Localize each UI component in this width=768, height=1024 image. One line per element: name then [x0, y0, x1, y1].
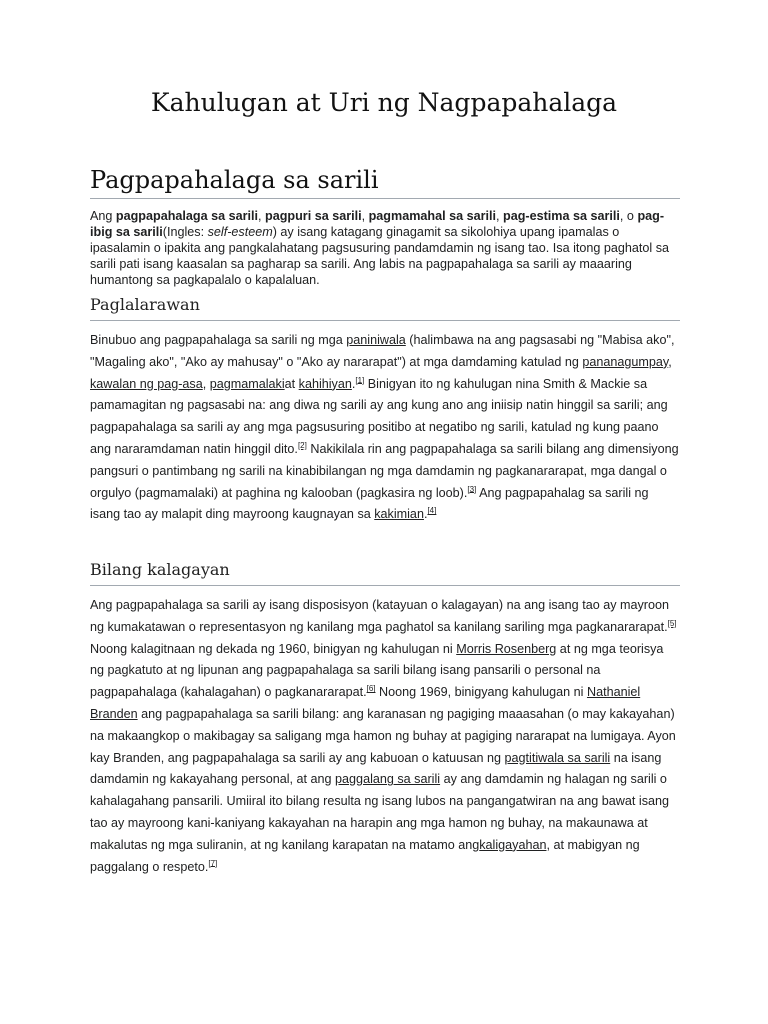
footnote-ref-link[interactable]: [2]	[297, 440, 307, 450]
article-link[interactable]: kawalan ng pag-asa	[90, 376, 203, 391]
bold-term: pag-ibig sa sarili	[90, 209, 665, 239]
section-paglalarawan	[90, 294, 680, 526]
section-heading: Pagpapahalaga sa sarili	[90, 164, 680, 199]
italic-term: self-esteem	[207, 225, 273, 239]
article-link[interactable]: kahihiyan	[298, 376, 352, 391]
paglalarawan-paragraph: Binubuo ang pagpapahalaga sa sarili ng mga paniniwala (halimbawa na ang pagsasabi ng "Mabisa ako", "Magaling ako", "Ako ay mahusay" o "Ako ay nararapat") at mga damdaming katulad ng pananagumpay, kawalan ng pag-asa, pagmamalakiat kahihiyan.[1] Binigyan ito ng kahulugan nina Smith & Mackie sa pamamagitan ng pagsasabi na: ang diwa ng sarili ay ang kung ano ang iniisip natin hinggil sa sarili; ang pagpapahalaga sa sarili ay ang mga pagsusuring positibo at negatibo ng sarili, katulad ng kung paano ang nararamdaman natin hinggil dito.[2] Nakikilala rin ang pagpapahalaga sa sarili bilang ang dimensiyong pangsuri o pantimbang ng sarili na kinabibilangan ng mga damdamin ng pagkanararapat, mga dangal o orgulyo (pagmamalaki) at paghina ng kalooban (pagkasira ng loob).[3] Ang pagpapahalag sa sarili ng isang tao ay malapit ding mayroong kaugnayan sa kakimian.[4]	[90, 333, 679, 522]
subsection-heading: Paglalarawan	[90, 294, 680, 321]
article-link[interactable]: paniniwala	[346, 333, 406, 347]
article-link[interactable]: Morris Rosenberg	[456, 641, 557, 656]
bilang-kalagayan-paragraph: Ang pagpapahalaga sa sarili ay isang disposisyon (katayuan o kalagayan) na ang isang tao ay mayroon ng kumakatawan o representasyon ng kanilang mga paghatol sa kanilang sariling mga pagkanararapat.[5] Noong kalagitnaan ng dekada ng 1960, binigyan ng kahulugan ni Morris Rosenberg at ng mga teorisya ng pagkatuto at ng lipunan ang pagpapahalaga sa sarili bilang isang pansarili o personal na pagpapahalaga (kahalagahan) o pagkanararapat.[6] Noong 1969, binigyang kahulugan ni Nathaniel Branden ang pagpapahalaga sa sarili bilang: ang karanasan ng pagiging maaasahan (o may kakayahan) na makaangkop o makibagay sa saligang mga hamon ng buhay at pagiging nararapat na lumigaya. Ayon kay Branden, ang pagpapahalaga sa sarili ay ang kabuoan o katuusan ng pagtitiwala sa sarili na isang damdamin ng kakayahang personal, at ang paggalang sa sarili ay ang damdamin ng halagan ng sarili o kahalagahang pansarili. Umiiral ito bilang resulta ng isang lubos na pangangatwiran na ang bawat isang tao ay mayroong kani-kaniyang kakayahan na harapin ang mga hamon ng buhay, na makaunawa at makalutas ng mga suliranin, at ng kanilang karapatan na matamo angkaligayahan, at mabigyan ng paggalang o respeto.[7]	[90, 598, 677, 874]
article-link[interactable]: paggalang sa sarili	[335, 772, 441, 787]
article-link[interactable]: pagtitiwala sa sarili	[504, 750, 611, 765]
article-link[interactable]: kakimian	[374, 507, 424, 522]
footnote-ref	[208, 858, 217, 867]
footnote-ref	[467, 484, 476, 493]
bold-term: pagpuri sa sarili	[265, 209, 362, 223]
subsection-heading: Bilang kalagayan	[90, 559, 680, 586]
bold-term: pag-estima sa sarili	[503, 209, 620, 223]
footnote-ref-link[interactable]: [3]	[467, 484, 477, 494]
section-bilang-kalagayan	[90, 559, 680, 878]
intro-paragraph: Ang pagpapahalaga sa sarili, pagpuri sa sarili, pagmamahal sa sarili, pag-estima sa sarili, o pag-ibig sa sarili(Ingles: self-esteem) ay isang katagang ginagamit sa sikolohiya upang ipamalas o ipasalamin o ipakita ang pangkalahatang pagsusuring pandamdamin ng isang tao. Isa itong paghatol sa sarili pati isang kaasalan sa pagharap sa sarili. Ang labis na pagpapahalaga sa sarili ay maaaring humantong sa pagkapalalo o kapalaluan.	[90, 209, 670, 287]
footnote-ref-link[interactable]: [6]	[366, 684, 376, 693]
article-link[interactable]: pagmamalaki	[209, 376, 285, 391]
footnote-ref	[298, 441, 307, 450]
footnote-ref-link[interactable]: [5]	[667, 618, 677, 628]
article-link[interactable]: Nathaniel Branden	[90, 685, 641, 721]
footnote-ref-link[interactable]: [7]	[208, 858, 218, 868]
article-link[interactable]: pananagumpay	[582, 354, 669, 369]
footnote-ref-link[interactable]: [4]	[427, 506, 437, 516]
main-section	[90, 164, 680, 288]
footnote-ref	[355, 375, 364, 384]
footnote-ref-link[interactable]: [1]	[355, 375, 365, 385]
footnote-ref	[367, 684, 376, 693]
page-title: Kahulugan at Uri ng Nagpapahalaga	[150, 88, 618, 117]
article-link[interactable]: kaligayahan	[479, 837, 547, 852]
bold-term: pagpapahalaga sa sarili	[115, 209, 259, 223]
footnote-ref	[668, 619, 677, 628]
footnote-ref	[427, 506, 436, 515]
bold-term: pagmamahal sa sarili	[368, 209, 497, 223]
